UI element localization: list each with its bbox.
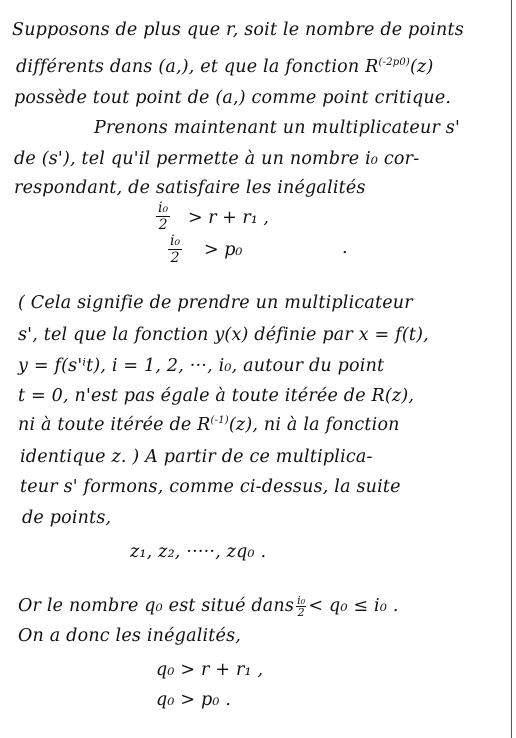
p4-fraction-denominator: 2	[297, 606, 305, 619]
p3-line5	[18, 413, 400, 437]
p1-line1: Supposons de plus que r, soit le nombre de points	[12, 20, 464, 40]
p4-line2: On a donc les inégalités,	[18, 626, 242, 646]
ineq1-row1-rhs: > r + r₁ ,	[188, 208, 269, 228]
p4-line1	[18, 594, 399, 618]
p1-line2-sup: (-2p0)	[378, 57, 411, 69]
ineq1-row1-denominator: 2	[158, 217, 168, 233]
p2-line3: respondant, de satisfaire les inégalités	[14, 178, 366, 198]
ineq2-row1: q₀ > r + r₁ ,	[156, 660, 264, 680]
ineq1-row2-denominator: 2	[170, 250, 180, 266]
point-sequence: z₁, z₂, ·····, zq₀ .	[130, 542, 267, 562]
p1-line3: possède tout point de (a,) comme point critique.	[14, 88, 452, 108]
p3-line1: ( Cela signifie de prendre un multiplicateur	[18, 293, 413, 313]
p1-line2-arg: (z)	[410, 57, 434, 77]
p3-line5-sup: (-1)	[210, 415, 229, 427]
p3-line5-rest: (z), ni à la fonction	[228, 415, 400, 435]
page-edge-line	[511, 0, 512, 738]
p4-fraction	[296, 595, 306, 618]
p3-line4: t = 0, n'est pas égale à toute itérée de R(z),	[18, 386, 415, 406]
ineq1-row2-rhs: > p₀	[204, 240, 243, 260]
p4-fraction-numerator: i₀	[297, 594, 306, 607]
ineq1-row2-fraction	[168, 234, 182, 265]
p3-line7: teur s' formons, comme ci-dessus, la suite	[20, 477, 401, 497]
ineq1-row2-numerator: i₀	[170, 233, 181, 249]
ineq1-row1-numerator: i₀	[158, 200, 169, 216]
p1-line2	[16, 55, 434, 79]
p3-line3: y = f(s'ⁱt), i = 1, 2, ···, i₀, autour du point	[18, 356, 385, 376]
ineq2-row2: q₀ > p₀ .	[156, 690, 232, 710]
p1-line2-text: différents dans (a,), et que la fonction R	[16, 57, 379, 77]
ineq1-trailing-dot: .	[342, 238, 348, 258]
p3-line5-text: ni à toute itérée de R	[18, 415, 211, 435]
p4-line1-rest: < q₀ ≤ i₀ .	[308, 596, 399, 616]
p2-line2: de (s'), tel qu'il permette à un nombre i₀ cor-	[14, 149, 420, 169]
ineq1-row1-fraction	[156, 201, 170, 232]
p3-line8: de points,	[22, 508, 112, 528]
p3-line2: s', tel que la fonction y(x) définie par x = f(t),	[18, 325, 429, 345]
p4-line1-text: Or le nombre q₀ est situé dans	[18, 596, 295, 616]
p3-line6: identique z. ) A partir de ce multiplica-	[20, 447, 373, 467]
p2-line1: Prenons maintenant un multiplicateur s'	[94, 118, 460, 138]
